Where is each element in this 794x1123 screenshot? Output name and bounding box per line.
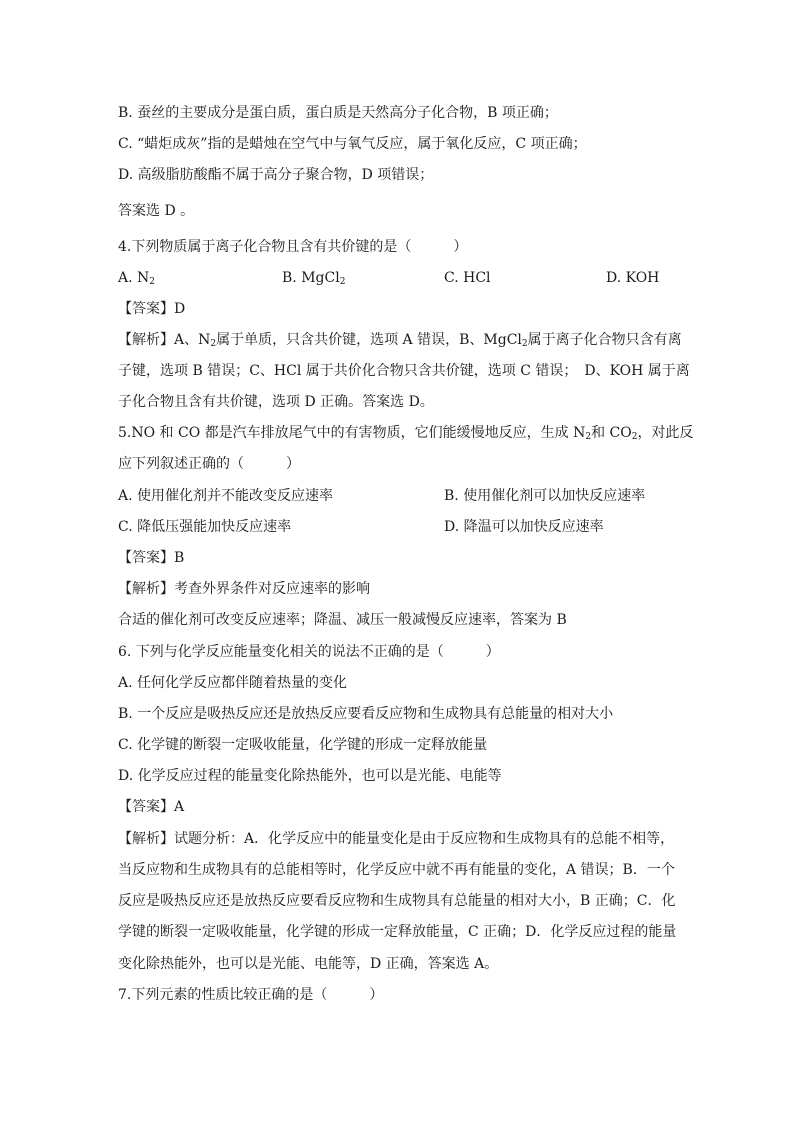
q7-stem: 7.下列元素的性质比较正确的是（ ） xyxy=(118,987,384,1003)
q6-option-c: C. 化学键的断裂一定吸收能量，化学键的形成一定释放能量 xyxy=(118,737,488,753)
q5-option-a: A. 使用催化剂并不能改变反应速率 xyxy=(118,488,334,504)
q5-stem-line-2: 应下列叙述正确的（ ） xyxy=(118,456,300,472)
q3-option-d-analysis: D. 高级脂肪酸酯不属于高分子聚合物，D 项错误； xyxy=(118,167,434,183)
q3-option-b-analysis: B. 蚕丝的主要成分是蛋白质，蛋白质是天然高分子化合物，B 项正确； xyxy=(118,105,558,121)
q4-option-b: B. MgCl$_2$ xyxy=(282,270,346,287)
q4-analysis-line-2: 子键，选项 B 错误；C、HCl 属于共价化合物只含共价键，选项 C 错误； D、KOH 属于离 xyxy=(118,363,690,379)
q4-analysis-line-3: 子化合物且含有共价键，选项 D 正确。答案选 D。 xyxy=(118,394,434,410)
q6-answer: 【答案】A xyxy=(118,799,185,815)
q4-option-d: D. KOH xyxy=(606,270,660,286)
q6-option-b: B. 一个反应是吸热反应还是放热反应要看反应物和生成物具有总能量的相对大小 xyxy=(118,706,614,722)
q6-analysis-line-4: 学键的断裂一定吸收能量，化学键的形成一定释放能量，C 正确；D．化学反应过程的能量 xyxy=(118,924,677,940)
q4-analysis-line-1: 【解析】A、$N_2$属于单质，只含共价键，选项 A 错误，B、MgCl$_2$属于离子化合物只含有离 xyxy=(118,332,682,349)
q5-stem-line-1: 5.NO 和 CO 都是汽车排放尾气中的有害物质，它们能缓慢地反应，生成 $N_2$和 $CO_2$，对此反 xyxy=(118,425,694,442)
q4-option-c: C. HCl xyxy=(444,270,491,286)
q5-answer: 【答案】B xyxy=(118,550,185,566)
q6-analysis-line-2: 当反应物和生成物具有的总能相等时，化学反应中就不再有能量的变化，A 错误；B．一个 xyxy=(118,862,675,878)
q5-option-c: C. 降低压强能加快反应速率 xyxy=(118,519,292,535)
q3-conclusion: 答案选 D 。 xyxy=(118,203,195,219)
q6-option-a: A. 任何化学反应都伴随着热量的变化 xyxy=(118,675,348,691)
q5-option-d: D. 降温可以加快反应速率 xyxy=(444,519,604,535)
q4-option-a: A. $N_2$ xyxy=(118,270,155,287)
q6-option-d: D. 化学反应过程的能量变化除热能外，也可以是光能、电能等 xyxy=(118,768,502,784)
q4-stem: 4.下列物质属于离子化合物且含有共价键的是（ ） xyxy=(118,239,468,255)
q3-option-c-analysis: C. “蜡炬成灰”指的是蜡烛在空气中与氧气反应，属于氧化反应，C 项正确； xyxy=(118,136,587,152)
q6-analysis-line-5: 变化除热能外，也可以是光能、电能等，D 正确，答案选 A。 xyxy=(118,956,499,972)
q5-analysis-line-2: 合适的催化剂可改变反应速率；降温、减压一般减慢反应速率，答案为 B xyxy=(118,612,567,628)
q5-analysis-line-1: 【解析】考查外界条件对反应速率的影响 xyxy=(118,581,370,597)
q5-option-b: B. 使用催化剂可以加快反应速率 xyxy=(444,488,646,504)
q6-analysis-line-1: 【解析】试题分析：A．化学反应中的能量变化是由于反应物和生成物具有的总能不相等， xyxy=(118,831,675,847)
q4-answer: 【答案】D xyxy=(118,301,186,317)
q6-stem: 6. 下列与化学反应能量变化相关的说法不正确的是（ ） xyxy=(118,644,500,660)
q6-analysis-line-3: 反应是吸热反应还是放热反应要看反应物和生成物具有总能量的相对大小，B 正确；C．化 xyxy=(118,893,676,909)
